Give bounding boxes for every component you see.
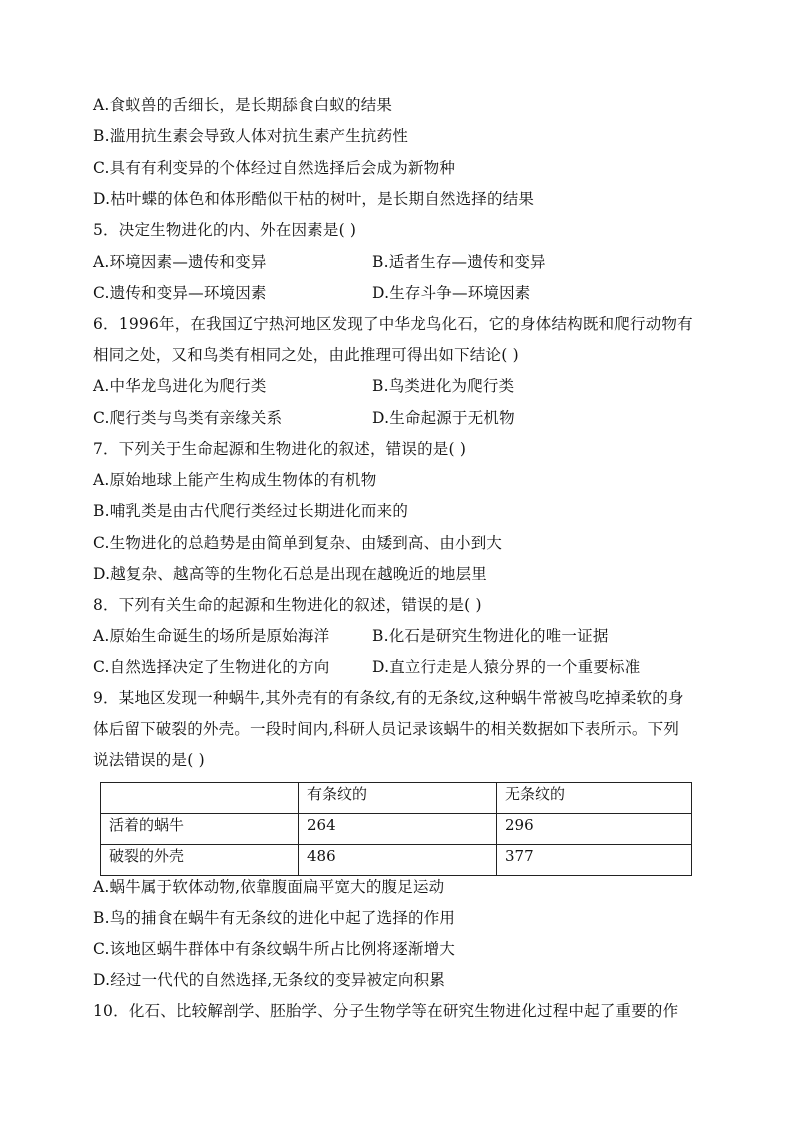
table-header-row [101,783,692,814]
table-cell: 264 [299,814,497,845]
table-cell: 377 [497,845,692,876]
snail-data-table [100,782,692,876]
q9-stem-line3: 说法错误的是( ) [93,751,205,769]
q4-option-c: C.具有有利变异的个体经过自然选择后会成为新物种 [93,159,456,177]
table-header-cell [101,783,299,814]
q5-option-a: A.环境因素—遗传和变异 [93,253,267,271]
table-cell: 破裂的外壳 [101,845,299,876]
q6-option-a: A.中华龙鸟进化为爬行类 [93,377,267,395]
q7-stem: 7．下列关于生命起源和生物进化的叙述，错误的是( ) [93,440,467,458]
q6-option-b: B.鸟类进化为爬行类 [372,377,515,395]
q9-option-d: D.经过一代代的自然选择,无条纹的变异被定向积累 [93,971,446,989]
q8-option-d: D.直立行走是人猿分界的一个重要标准 [372,658,641,676]
q5-option-d: D.生存斗争—环境因素 [372,284,531,302]
table-cell: 296 [497,814,692,845]
table-header-cell: 无条纹的 [497,783,692,814]
table-row [101,814,692,845]
table-cell: 486 [299,845,497,876]
q6-stem-line1: 6．1996年，在我国辽宁热河地区发现了中华龙鸟化石，它的身体结构既和爬行动物有 [93,315,693,333]
q6-option-d: D.生命起源于无机物 [372,409,515,427]
q4-option-b: B.滥用抗生素会导致人体对抗生素产生抗药性 [93,127,409,145]
table-cell: 活着的蜗牛 [101,814,299,845]
q6-stem-line2: 相同之处，又和鸟类有相同之处，由此推理可得出如下结论( ) [93,346,519,364]
q8-stem: 8．下列有关生命的起源和生物进化的叙述，错误的是( ) [93,596,482,614]
q7-option-d: D.越复杂、越高等的生物化石总是出现在越晚近的地层里 [93,565,488,583]
table-header-cell: 有条纹的 [299,783,497,814]
q7-option-c: C.生物进化的总趋势是由简单到复杂、由矮到高、由小到大 [93,534,503,552]
q8-option-c: C.自然选择决定了生物进化的方向 [93,658,330,676]
q10-stem-line1: 10．化石、比较解剖学、胚胎学、分子生物学等在研究生物进化过程中起了重要的作 [93,1002,679,1020]
q6-option-c: C.爬行类与鸟类有亲缘关系 [93,409,283,427]
q9-option-b: B.鸟的捕食在蜗牛有无条纹的进化中起了选择的作用 [93,909,456,927]
q4-option-a: A.食蚁兽的舌细长，是长期舔食白蚁的结果 [93,96,393,114]
table-row [101,845,692,876]
q9-option-c: C.该地区蜗牛群体中有条纹蜗牛所占比例将逐渐增大 [93,940,456,958]
q9-stem-line1: 9．某地区发现一种蜗牛,其外壳有的有条纹,有的无条纹,这种蜗牛常被鸟吃掉柔软的身 [93,689,684,707]
q9-stem-line2: 体后留下破裂的外壳。一段时间内,科研人员记录该蜗牛的相关数据如下表所示。下列 [93,720,680,738]
q5-option-c: C.遗传和变异—环境因素 [93,284,267,302]
q9-option-a: A.蜗牛属于软体动物,依靠腹面扁平宽大的腹足运动 [93,878,445,896]
q5-stem: 5．决定生物进化的内、外在因素是( ) [93,221,357,239]
q8-option-b: B.化石是研究生物进化的唯一证据 [372,627,609,645]
q4-option-d: D.枯叶蝶的体色和体形酷似干枯的树叶，是长期自然选择的结果 [93,190,535,208]
q7-option-b: B.哺乳类是由古代爬行类经过长期进化而来的 [93,502,409,520]
q7-option-a: A.原始地球上能产生构成生物体的有机物 [93,471,377,489]
q5-option-b: B.适者生存—遗传和变异 [372,253,546,271]
q8-option-a: A.原始生命诞生的场所是原始海洋 [93,627,330,645]
